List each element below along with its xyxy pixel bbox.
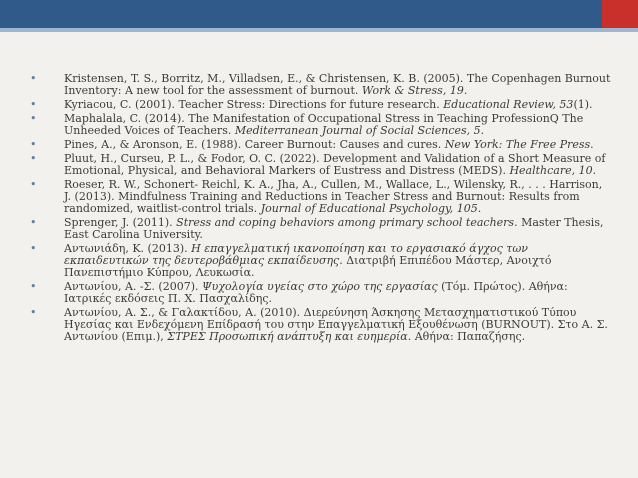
reference-text	[64, 113, 612, 137]
reference-item	[30, 113, 612, 137]
reference-segment: (1).	[573, 98, 593, 111]
reference-italic-segment: Ψυχολογία υγείας στο χώρο της εργασίας	[201, 280, 438, 293]
reference-italic-segment: Healthcare, 10	[509, 164, 593, 177]
reference-italic-segment: ΣΤΡΕΣ Προσωπική ανάπτυξη και ευημερία	[167, 330, 408, 343]
reference-segment: Kristensen, T. S., Borritz, M., Villadsen, E., & Christensen, K. B. (2005). The Copenhagen Burnout Inventory: A new tool for the assessment of burnout.	[64, 72, 611, 97]
reference-text	[64, 73, 612, 97]
reference-text	[64, 139, 612, 151]
reference-list	[30, 73, 612, 345]
reference-segment: .	[463, 84, 468, 97]
bullet-icon: •	[30, 280, 37, 293]
reference-segment: Αντωνιάδη, Κ. (2013).	[64, 242, 192, 255]
reference-item	[30, 99, 612, 111]
bullet-icon: •	[30, 306, 37, 319]
reference-item	[30, 243, 612, 279]
reference-item	[30, 281, 612, 305]
reference-text	[64, 307, 612, 343]
reference-item	[30, 139, 612, 151]
bullet-icon: •	[30, 242, 37, 255]
reference-italic-segment: Mediterranean Journal of Social Sciences, 5	[234, 124, 481, 137]
reference-italic-segment: Η επαγγελματική ικανοποίηση και το εργασιακό άγχος των εκπαιδευτικών της δευτεροβάθμιας εκπαίδευσης	[64, 242, 528, 267]
reference-segment: . Master Thesis, East Carolina University.	[64, 216, 604, 241]
bullet-icon: •	[30, 98, 37, 111]
reference-italic-segment: New York: The Free Press	[444, 138, 591, 151]
reference-italic-segment: Work & Stress, 19	[361, 84, 464, 97]
reference-segment: .	[480, 124, 485, 137]
reference-segment: Maphalala, C. (2014). The Manifestation of Occupational Stress in Teaching ProfessionQ The Unheeded Voices of Teachers.	[64, 112, 584, 137]
reference-segment: Roeser, R. W., Schonert- Reichl, K. A., Jha, A., Cullen, M., Wallace, L., Wilensky, R., . . . Harrison, J. (2013). Mindfulness Training and Reductions in Teacher Stress and Burnout: Results from randomized, waitlist-control trials.	[64, 178, 603, 215]
reference-item	[30, 73, 612, 97]
reference-text	[64, 153, 612, 177]
bullet-icon: •	[30, 178, 37, 191]
reference-italic-segment: Stress and coping behaviors among primary school teachers	[176, 216, 515, 229]
reference-segment: Sprenger, J. (2011).	[64, 216, 177, 229]
reference-italic-segment: Journal of Educational Psychology, 105	[260, 202, 478, 215]
bullet-icon: •	[30, 152, 37, 165]
reference-segment: .	[590, 138, 594, 151]
reference-text	[64, 243, 612, 279]
reference-segment: Αντωνίου, Α. -Σ. (2007).	[64, 280, 202, 293]
reference-segment: .	[592, 164, 597, 177]
reference-segment: Pines, A., & Aronson, E. (1988). Career Burnout: Causes and cures.	[64, 138, 445, 151]
reference-text	[64, 217, 612, 241]
accent-block	[602, 0, 638, 28]
bullet-icon: •	[30, 112, 37, 125]
bullet-icon: •	[30, 72, 37, 85]
reference-segment: .	[477, 202, 482, 215]
reference-text	[64, 99, 612, 111]
reference-segment: . Διατριβή Επιπέδου Μάστερ, Ανοιχτό Πανεπιστήμιο Κύπρου, Λευκωσία.	[64, 254, 552, 279]
reference-segment: Αντωνίου, Α. Σ., & Γαλακτίδου, Α. (2010). Διερεύνηση Άσκησης Μετασχηματιστικού Τύπου Ηγεσίας και Ενδεχόμενη Επίδρασή του στην Επαγγελματική Εξουθένωση (BURNOUT). Στο Α. Σ. Αντωνίου (Επιμ.),	[64, 306, 608, 343]
bullet-icon: •	[30, 138, 37, 151]
reference-segment: (Τόμ. Πρώτος). Αθήνα: Ιατρικές εκδόσεις Π. Χ. Πασχαλίδης.	[64, 280, 568, 305]
reference-segment: Pluut, H., Curseu, P. L., & Fodor, O. C. (2022). Development and Validation of a Short Measure of Emotional, Physical, and Behavioral Markers of Eustress and Distress (MEDS).	[64, 152, 606, 177]
header-stripe	[0, 28, 638, 32]
bullet-icon: •	[30, 216, 37, 229]
reference-segment: Kyriacou, C. (2001). Teacher Stress: Directions for future research.	[64, 98, 444, 111]
reference-item	[30, 153, 612, 177]
reference-italic-segment: Educational Review, 53	[443, 98, 574, 111]
reference-text	[64, 281, 612, 305]
header-bar	[0, 0, 638, 28]
reference-item	[30, 217, 612, 241]
reference-item	[30, 307, 612, 343]
reference-text	[64, 179, 612, 215]
reference-item	[30, 179, 612, 215]
reference-segment: . Αθήνα: Παπαζήσης.	[407, 330, 526, 343]
